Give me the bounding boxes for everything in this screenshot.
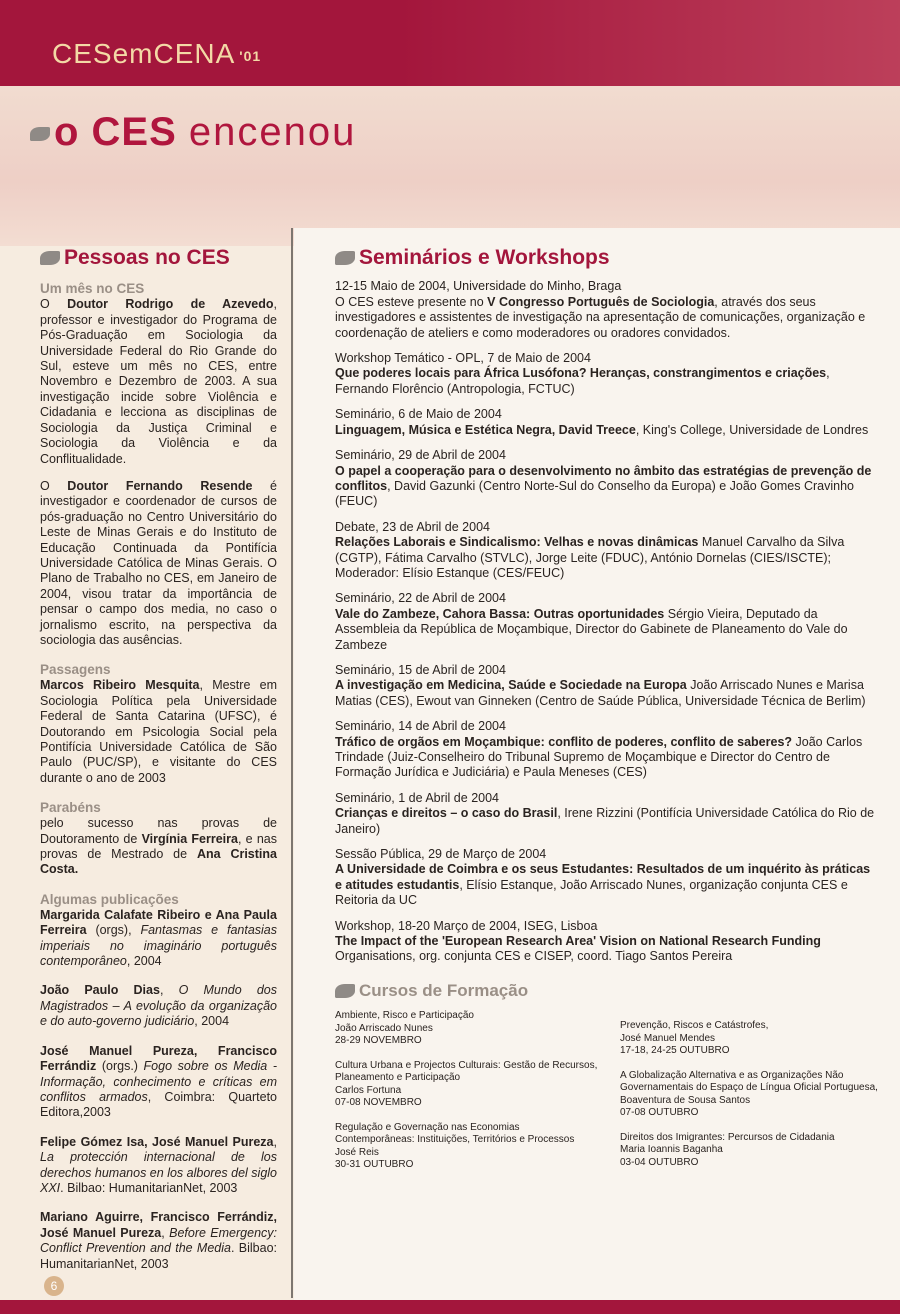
event-date: Seminário, 14 de Abril de 2004 bbox=[335, 719, 506, 734]
event-date: 12-15 Maio de 2004, Universidade do Minho, Braga bbox=[335, 279, 622, 294]
curso-item bbox=[335, 1122, 600, 1172]
event-item bbox=[335, 591, 880, 653]
curso-line: Cultura Urbana e Projectos Culturais: Gestão de Recursos, Planeamento e Participação bbox=[335, 1059, 598, 1084]
publication-tail: , Coimbra: Quarteto Editora,2003 bbox=[40, 1089, 277, 1120]
publication-item bbox=[40, 1044, 277, 1121]
publication-authors: Margarida Calafate Ribeiro e Ana Paula Ferreira bbox=[40, 907, 277, 938]
event-item bbox=[335, 520, 880, 582]
event-people: Manuel Carvalho da Silva (CGTP), Fátima Carvalho (STVLC), Jorge Leite (FDUC), António Dornelas (CIES/ISCTE); Moderador: Elísio Estanque (CES/FEUC) bbox=[335, 535, 845, 580]
sub-um-mes: Um mês no CES bbox=[40, 281, 145, 297]
curso-item bbox=[620, 1070, 885, 1120]
paragraph-resende: O Doutor Fernando Resende é investigador e coordenador de cursos de pós-graduação no Centro Universitário do Leste de Minas Gerais e do Instituto de Educação Continuada da Pontifícia Universidade Católica de Minas Gerais. O Plano de Trabalho no CES, em Janeiro de 2004, visou tratar da importância de pensar o campo dos media, no caso o jornalismo escrito, na perspectiva da sociologia das ausências. bbox=[40, 478, 277, 647]
event-body bbox=[335, 678, 880, 709]
event-body bbox=[335, 295, 880, 341]
event-date: Seminário, 1 de Abril de 2004 bbox=[335, 790, 499, 805]
event-title: O papel a cooperação para o desenvolvimento no âmbito das estratégias de prevenção de conflitos bbox=[335, 463, 872, 493]
curso-line: 30-31 OUTUBRO bbox=[335, 1159, 414, 1171]
event-item bbox=[335, 719, 880, 781]
curso-line: 07-08 NOVEMBRO bbox=[335, 1097, 422, 1109]
event-item bbox=[335, 448, 880, 510]
sub-publicacoes: Algumas publicações bbox=[40, 891, 179, 907]
event-date: Workshop Temático - OPL, 7 de Maio de 2004 bbox=[335, 351, 591, 366]
event-people: , David Gazunki (Centro Norte-Sul do Conselho da Europa) e João Gomes Cravinho (FEUC) bbox=[335, 478, 854, 509]
paragraph-parabens: pelo sucesso nas provas de Doutoramento de Virgínia Ferreira, e nas provas de Mestrado de Ana Cristina Costa. bbox=[40, 816, 277, 877]
event-date: Seminário, 15 de Abril de 2004 bbox=[335, 662, 506, 677]
event-title: The Impact of the 'European Research Area' Vision on National Research Funding bbox=[335, 934, 821, 949]
event-people: , Irene Rizzini (Pontifícia Universidade Católica do Rio de Janeiro) bbox=[335, 806, 875, 836]
paragraph-mesquita: Marcos Ribeiro Mesquita, Mestre em Sociologia Política pela Universidade Federal de Santa Catarina (UFSC), é Doutorando em Psicologia Social pela Pontifícia Universidade Católica de São Paulo (PUC/SP), e visitante do CES durante o ano de 2003 bbox=[40, 678, 277, 785]
curso-line: Carlos Fortuna bbox=[335, 1084, 402, 1096]
publication-authors: João Paulo Dias bbox=[40, 983, 160, 998]
event-date: Seminário, 22 de Abril de 2004 bbox=[335, 591, 506, 606]
curso-item bbox=[335, 1060, 600, 1110]
event-item bbox=[335, 351, 880, 397]
event-item bbox=[335, 919, 880, 965]
event-title: A Universidade de Coimbra e os seus Estudantes: Resultados de um inquérito às práticas e atitudes estudantis bbox=[335, 862, 871, 892]
event-title: A investigação em Medicina, Saúde e Sociedade na Europa bbox=[335, 678, 687, 693]
publication-title: O Mundo dos Magistrados – A evolução da organização e do auto-governo judiciário bbox=[40, 983, 277, 1029]
page-title: o CES encenou bbox=[30, 110, 356, 155]
curso-line: João Arriscado Nunes bbox=[335, 1022, 433, 1034]
event-title: Vale do Zambeze, Cahora Bassa: Outras oportunidades bbox=[335, 606, 665, 621]
event-date: Workshop, 18-20 Março de 2004, ISEG, Lisboa bbox=[335, 918, 598, 933]
curso-item bbox=[620, 1132, 885, 1170]
curso-line: José Manuel Mendes bbox=[620, 1032, 716, 1044]
publication-title: Before Emergency: Conflict Prevention and the Media bbox=[40, 1225, 277, 1256]
pessoas-heading: Pessoas no CES bbox=[40, 250, 277, 265]
seminarios-column bbox=[335, 246, 880, 1171]
event-body bbox=[335, 464, 880, 510]
curso-line: Direitos dos Imigrantes: Percursos de Cidadania bbox=[620, 1131, 835, 1143]
pessoas-column bbox=[40, 246, 277, 1286]
publication-sep: , bbox=[161, 1225, 170, 1240]
event-people: , King's College, Universidade de Londres bbox=[635, 422, 869, 437]
event-date: Debate, 23 de Abril de 2004 bbox=[335, 519, 490, 534]
event-item bbox=[335, 847, 880, 909]
event-title: Crianças e direitos – o caso do Brasil bbox=[335, 806, 558, 821]
page-number: 6 bbox=[44, 1276, 64, 1296]
publications-list bbox=[40, 908, 277, 1272]
publication-authors: José Manuel Pureza, Francisco Ferrándiz bbox=[40, 1043, 277, 1074]
curso-line: Boaventura de Sousa Santos bbox=[620, 1094, 751, 1106]
publication-authors: Mariano Aguirre, Francisco Ferrándiz, José Manuel Pureza bbox=[40, 1210, 277, 1240]
brand-logo: CESemCENA $^{'01}$ bbox=[52, 38, 262, 69]
event-item bbox=[335, 791, 880, 837]
publication-sep: , bbox=[159, 983, 179, 998]
event-title: V Congresso Português de Sociologia bbox=[487, 294, 715, 309]
curso-item bbox=[335, 1010, 600, 1048]
event-date: Sessão Pública, 29 de Março de 2004 bbox=[335, 847, 547, 862]
seminarios-heading: Seminários e Workshops bbox=[335, 250, 880, 265]
event-body bbox=[335, 735, 880, 781]
publication-item bbox=[40, 1135, 277, 1197]
cursos-right-column bbox=[620, 1020, 885, 1181]
curso-line: Maria Ioannis Baganha bbox=[620, 1144, 723, 1156]
paragraph-azevedo: O Doutor Rodrigo de Azevedo, professor e investigador do Programa de Pós-Graduação em Sociologia da Universidade Federal do Rio Grande do Sul, esteve um mês no CES, entre Novembro e Dezembro de 2003. A sua investigação incide sobre Violência e Cidadania e lecciona as disciplinas de Sociologia da Justiça Criminal e Sociologia da Violência e da Conflitualidade. bbox=[40, 297, 277, 466]
sub-parabens: Parabéns bbox=[40, 800, 101, 816]
curso-line: 28-29 NOVEMBRO bbox=[335, 1035, 422, 1047]
curso-line: A Globalização Alternativa e as Organizações Não Governamentais do Espaço de Língua Oficial Portuguesa, bbox=[620, 1069, 878, 1094]
publication-title: Fantasmas e fantasias imperiais no imaginário português contemporâneo bbox=[40, 923, 277, 969]
event-people: João Arriscado Nunes e Marisa Matias (CES), Ewout van Ginneken (Centro de Saúde Pública, Universidade Técnica de Berlim) bbox=[335, 678, 866, 708]
event-body bbox=[335, 423, 880, 438]
event-title: Linguagem, Música e Estética Negra, David Treece bbox=[335, 422, 636, 437]
event-title: Tráfico de orgãos em Moçambique: conflito de poderes, conflito de saberes? bbox=[335, 734, 793, 749]
cursos-left-column bbox=[335, 1010, 600, 1184]
leaf-icon bbox=[40, 251, 60, 265]
event-body bbox=[335, 862, 880, 908]
curso-line: Prevenção, Riscos e Catástrofes, bbox=[620, 1020, 769, 1032]
event-date: Seminário, 29 de Abril de 2004 bbox=[335, 448, 506, 463]
event-people: , através dos seus investigadores e assistentes de investigação na apresentação de comunicações, organização e coordenação de ateliers e como moderadores ou oradores convidados. bbox=[335, 294, 866, 340]
events-list bbox=[335, 279, 880, 964]
event-body bbox=[335, 806, 880, 837]
event-body bbox=[335, 607, 880, 653]
event-item bbox=[335, 663, 880, 709]
publication-title: La protección internacional de los derechos humanos en los albores del siglo XXI bbox=[40, 1150, 277, 1195]
publication-authors: Felipe Gómez Isa, José Manuel Pureza bbox=[40, 1134, 274, 1149]
event-people: , Fernando Florêncio (Antropologia, FCTUC) bbox=[335, 366, 830, 396]
event-date: Seminário, 6 de Maio de 2004 bbox=[335, 407, 502, 422]
publication-tail: . Bilbao: HumanitarianNet, 2003 bbox=[60, 1180, 238, 1195]
event-people: Sérgio Vieira, Deputado da Assembleia da República de Moçambique, Director do Gabinete de Planeamento do Vale do Zambeze bbox=[335, 606, 848, 652]
publication-tail: . Bilbao: HumanitarianNet, 2003 bbox=[40, 1241, 277, 1271]
publication-item bbox=[40, 908, 277, 970]
event-title: Relações Laborais e Sindicalismo: Velhas e novas dinâmicas bbox=[335, 535, 699, 550]
event-people: Organisations, org. conjunta CES e CISEP, coord. Tiago Santos Pereira bbox=[335, 949, 733, 964]
cursos-heading: Cursos de Formação bbox=[335, 983, 880, 999]
event-body bbox=[335, 366, 880, 397]
leaf-icon bbox=[335, 984, 355, 998]
event-body bbox=[335, 535, 880, 581]
event-people: João Carlos Trindade (Juiz-Conselheiro do Tribunal Supremo de Moçambique e Director do Centro de Formação Jurídica e Judiciária) e Paula Meneses (CES) bbox=[335, 734, 863, 780]
publication-item bbox=[40, 983, 277, 1029]
leaf-icon bbox=[335, 251, 355, 265]
publication-tail: , 2004 bbox=[126, 954, 162, 969]
publication-tail: , 2004 bbox=[194, 1014, 230, 1029]
curso-line: 07-08 OUTUBRO bbox=[620, 1107, 699, 1119]
publication-sep: (orgs), bbox=[86, 923, 141, 938]
column-divider bbox=[291, 228, 293, 1298]
publication-item bbox=[40, 1210, 277, 1272]
publication-sep: (orgs.) bbox=[96, 1059, 144, 1074]
event-pre: O CES esteve presente no bbox=[335, 294, 488, 309]
curso-line: 03-04 OUTUBRO bbox=[620, 1156, 699, 1168]
curso-line: Regulação e Governação nas Economias Contemporâneas: Instituições, Territórios e Processos bbox=[335, 1121, 575, 1146]
publication-sep: , bbox=[273, 1134, 277, 1149]
curso-line: 17-18, 24-25 OUTUBRO bbox=[620, 1045, 730, 1057]
footer-band bbox=[0, 1300, 900, 1314]
curso-item bbox=[620, 1020, 885, 1058]
curso-line: Ambiente, Risco e Participação bbox=[335, 1010, 474, 1022]
event-item bbox=[335, 407, 880, 438]
sub-passagens: Passagens bbox=[40, 662, 111, 678]
event-people: , Elísio Estanque, João Arriscado Nunes, organização conjunta CES e Reitoria da UC bbox=[335, 877, 848, 908]
event-item bbox=[335, 279, 880, 341]
publication-title: Fogo sobre os Media - Informação, conhecimento e críticas em conflitos armados bbox=[40, 1059, 277, 1104]
leaf-icon bbox=[30, 127, 50, 141]
event-title: Que poderes locais para África Lusófona? Heranças, constrangimentos e criações bbox=[335, 366, 827, 381]
curso-line: José Reis bbox=[335, 1146, 379, 1158]
event-body bbox=[335, 934, 880, 965]
